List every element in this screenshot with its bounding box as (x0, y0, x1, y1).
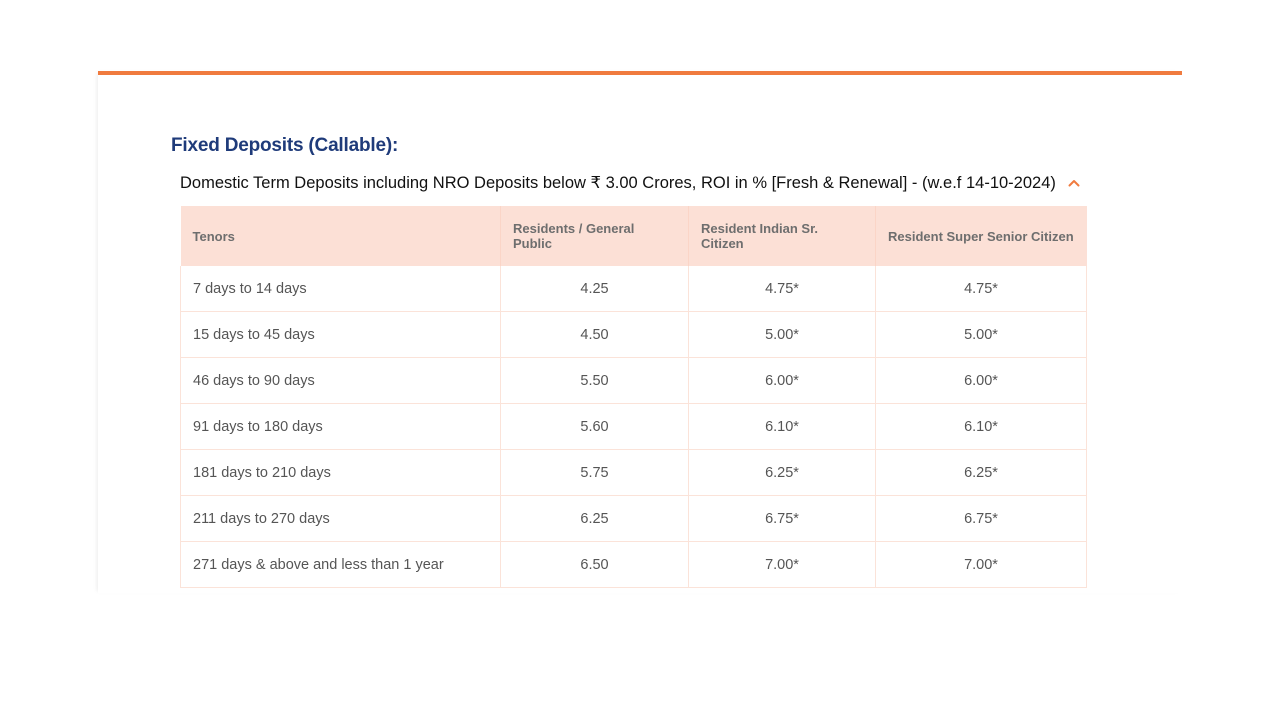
rate-cell-super-senior: 5.00* (876, 312, 1087, 358)
table-row (181, 542, 1087, 588)
rate-cell-general: 5.50 (501, 358, 689, 404)
rate-cell-general: 4.50 (501, 312, 689, 358)
table-row (181, 266, 1087, 312)
rate-cell-super-senior: 6.00* (876, 358, 1087, 404)
accordion-header-label: Domestic Term Deposits including NRO Deposits below ₹ 3.00 Crores, ROI in % [Fresh & Renewal] - (w.e.f 14-10-2024) (180, 174, 1056, 192)
rate-cell-general: 6.25 (501, 496, 689, 542)
table-row (181, 496, 1087, 542)
tenor-cell: 15 days to 45 days (181, 312, 501, 358)
column-header-senior-citizen: Resident Indian Sr. Citizen (689, 206, 876, 266)
column-header-tenors: Tenors (181, 206, 501, 266)
rate-cell-general: 4.25 (501, 266, 689, 312)
table-row (181, 450, 1087, 496)
rate-cell-senior: 5.00* (689, 312, 876, 358)
tenor-cell: 46 days to 90 days (181, 358, 501, 404)
tenor-cell: 181 days to 210 days (181, 450, 501, 496)
rate-cell-senior: 4.75* (689, 266, 876, 312)
fd-rates-panel (98, 71, 1182, 593)
rate-cell-senior: 6.10* (689, 404, 876, 450)
tenor-cell: 211 days to 270 days (181, 496, 501, 542)
section-title: Fixed Deposits (Callable): (171, 135, 399, 156)
rate-cell-super-senior: 7.00* (876, 542, 1087, 588)
table-row (181, 312, 1087, 358)
chevron-up-icon[interactable] (1068, 178, 1080, 188)
accordion-header-domestic-term-deposits[interactable] (180, 173, 1080, 193)
rate-cell-senior: 6.25* (689, 450, 876, 496)
interest-rate-table (180, 206, 1087, 588)
table-header-row (181, 206, 1087, 266)
table-row (181, 358, 1087, 404)
rate-cell-general: 5.60 (501, 404, 689, 450)
rate-cell-super-senior: 6.25* (876, 450, 1087, 496)
tenor-cell: 91 days to 180 days (181, 404, 501, 450)
rate-cell-general: 5.75 (501, 450, 689, 496)
rate-cell-senior: 6.00* (689, 358, 876, 404)
rate-cell-super-senior: 6.75* (876, 496, 1087, 542)
column-header-general-public: Residents / General Public (501, 206, 689, 266)
tenor-cell: 271 days & above and less than 1 year (181, 542, 501, 588)
table-row (181, 404, 1087, 450)
rate-cell-senior: 7.00* (689, 542, 876, 588)
tenor-cell: 7 days to 14 days (181, 266, 501, 312)
column-header-super-senior-citizen: Resident Super Senior Citizen (876, 206, 1087, 266)
rate-cell-general: 6.50 (501, 542, 689, 588)
rate-cell-super-senior: 4.75* (876, 266, 1087, 312)
rate-cell-senior: 6.75* (689, 496, 876, 542)
rate-cell-super-senior: 6.10* (876, 404, 1087, 450)
